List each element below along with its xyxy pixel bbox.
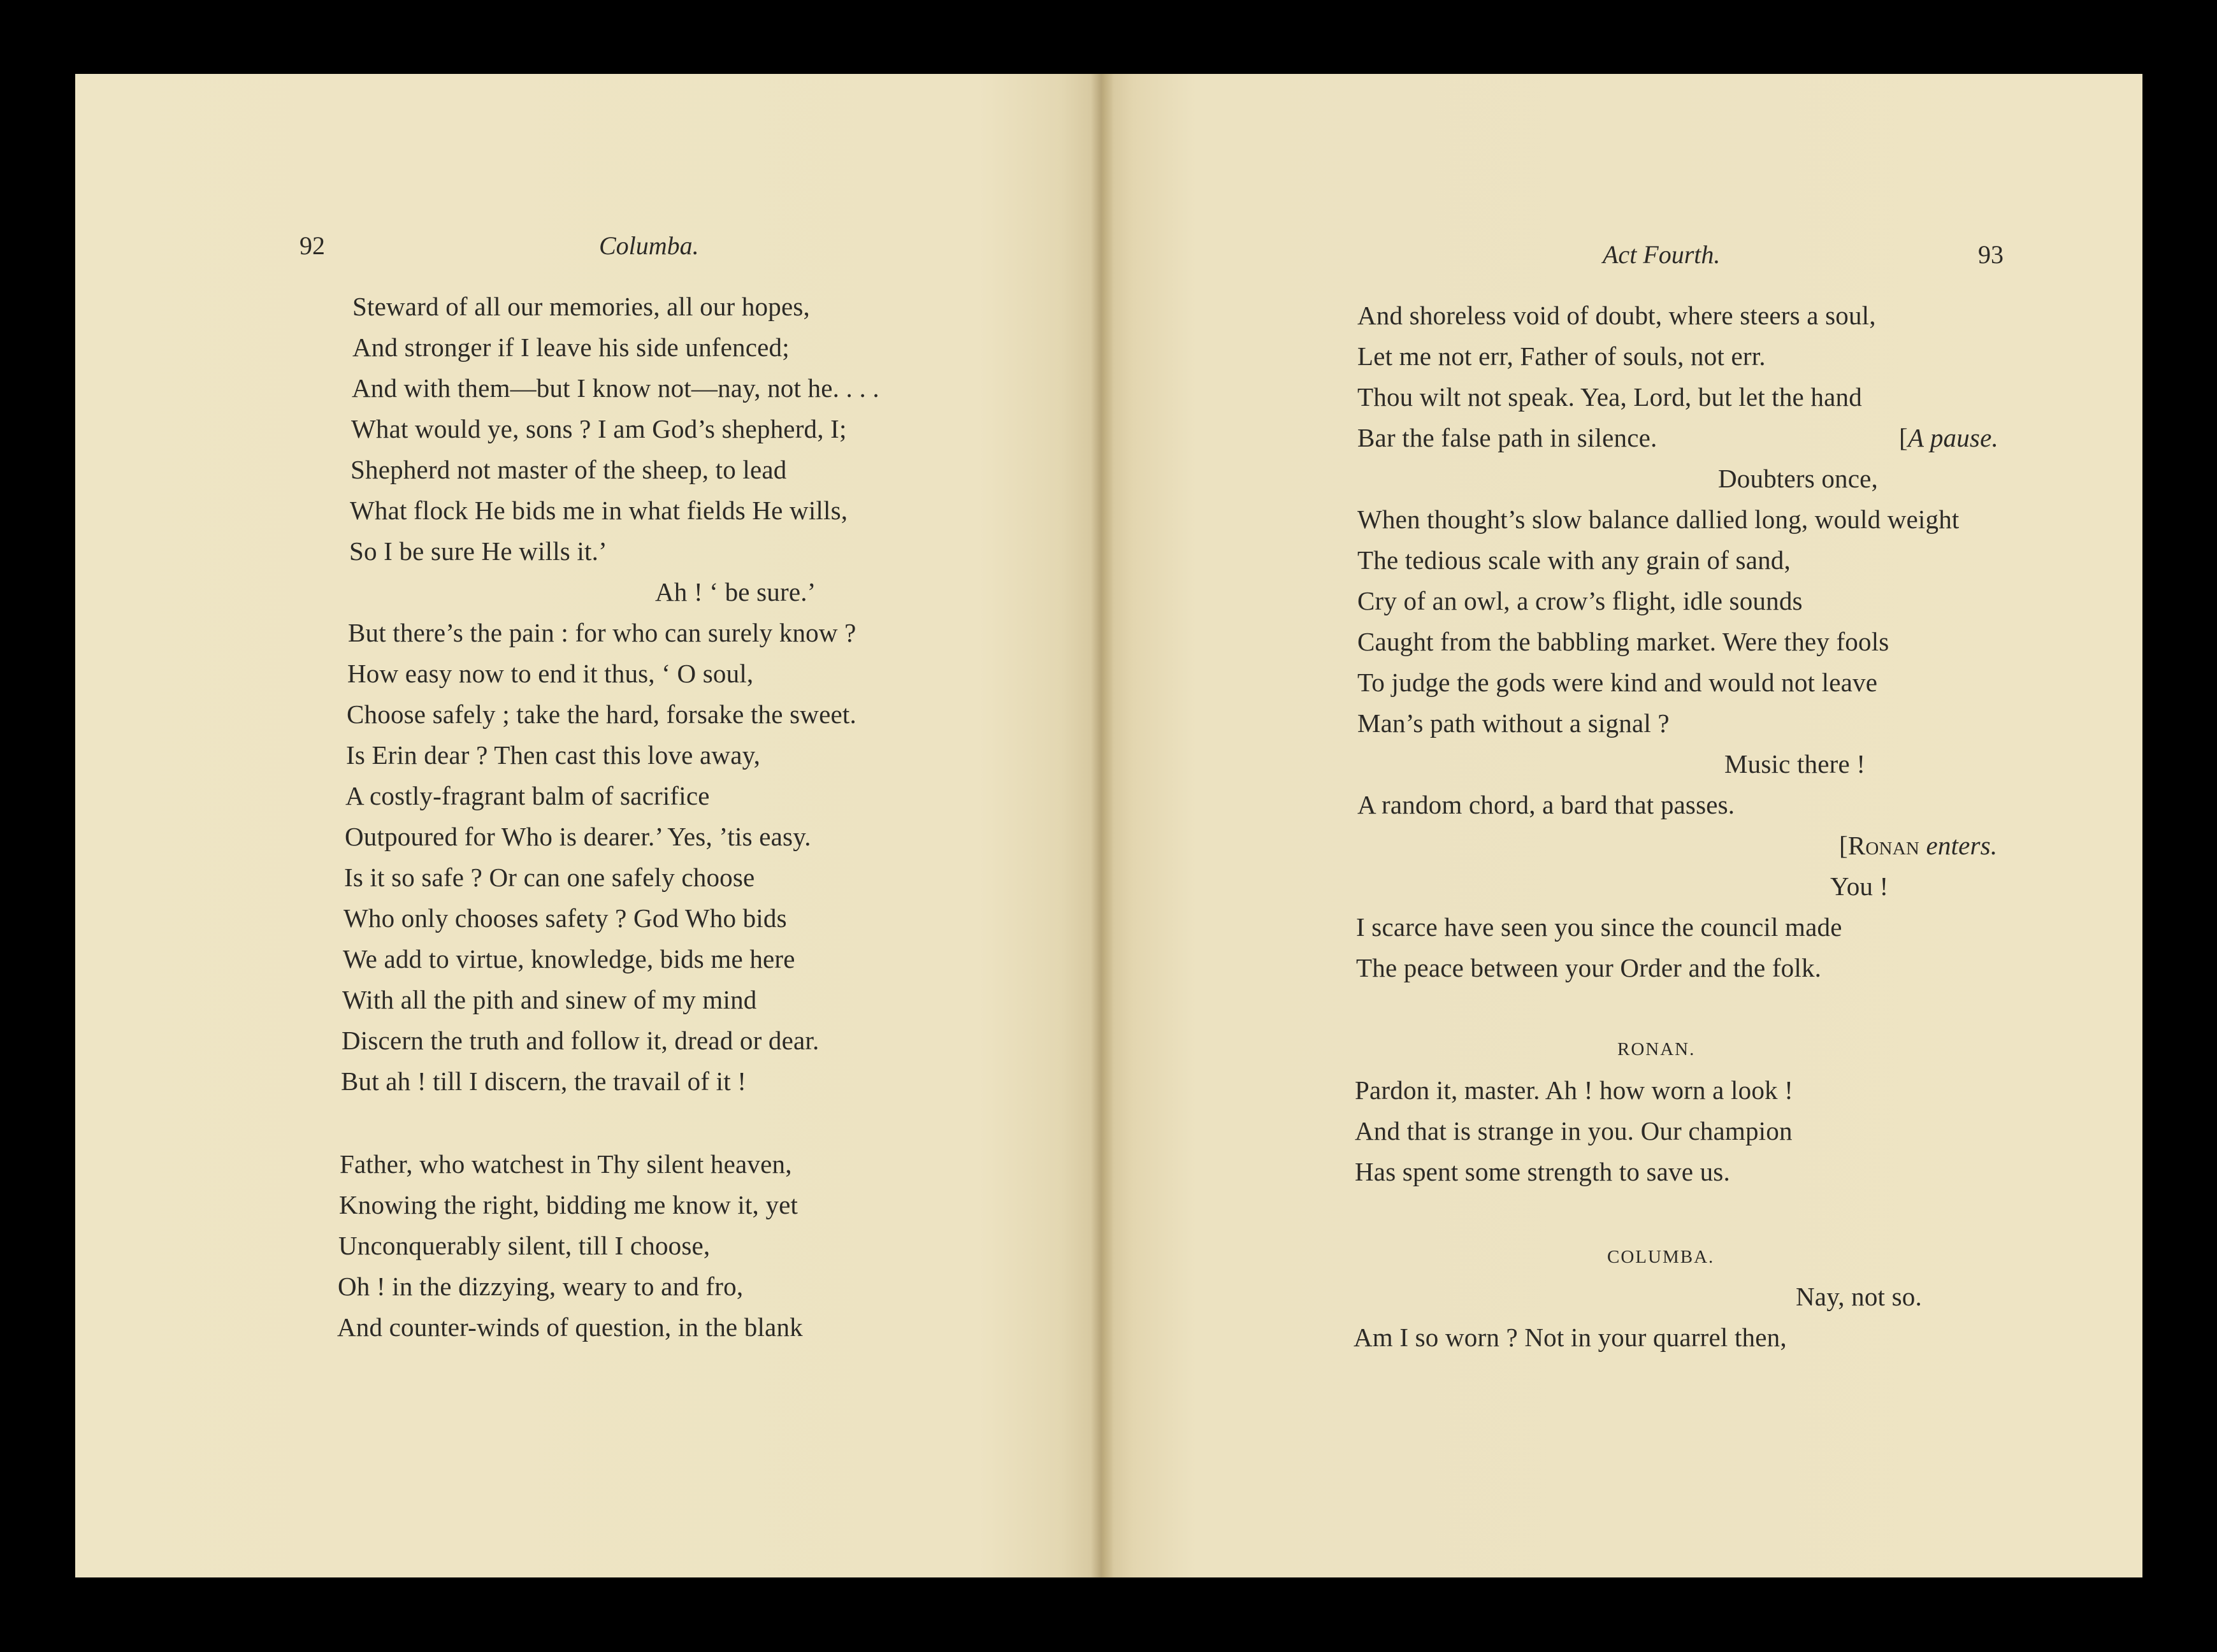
verse-line: Is it so safe ? Or can one safely choose (344, 863, 755, 892)
verse-line: And counter-winds of question, in the blank (337, 1312, 803, 1342)
verse-line: Outpoured for Who is dearer.’ Yes, ’tis easy. (345, 822, 811, 851)
verse-line: Who only chooses safety ? God Who bids (343, 903, 787, 933)
running-head: Columba. (599, 231, 699, 260)
verse-line: With all the pith and sinew of my mind (342, 985, 757, 1014)
speaker-name: COLUMBA. (1607, 1247, 1715, 1267)
page-number: 93 (1978, 240, 2004, 269)
verse-line: Bar the false path in silence. (1357, 423, 1657, 452)
verse-line: Steward of all our memories, all our hopes, (352, 292, 810, 321)
book-spread (75, 74, 2142, 1577)
verse-line: So I be sure He wills it.’ (349, 536, 607, 566)
verse-line: Is Erin dear ? Then cast this love away, (346, 740, 761, 770)
verse-line: We add to virtue, knowledge, bids me here (343, 944, 795, 973)
verse-line: How easy now to end it thus, ‘ O soul, (347, 659, 754, 688)
verse-line: Music there ! (1724, 749, 1866, 779)
verse-line: Father, who watchest in Thy silent heaven, (340, 1149, 792, 1179)
verse-line: But there’s the pain : for who can surely know ? (348, 618, 856, 647)
verse-line: Discern the truth and follow it, dread or dear. (342, 1026, 820, 1055)
verse-line: Oh ! in the dizzying, weary to and fro, (338, 1272, 744, 1301)
verse-line: The peace between your Order and the folk. (1356, 953, 1822, 982)
verse-line: But ah ! till I discern, the travail of it ! (341, 1067, 747, 1096)
verse-line: Unconquerably silent, till I choose, (338, 1231, 711, 1260)
stage-direction-pause: [A pause. (1899, 423, 1998, 452)
verse-line: Has spent some strength to save us. (1355, 1157, 1730, 1186)
verse-line: And stronger if I leave his side unfenced; (352, 333, 790, 362)
left-page (75, 74, 1102, 1577)
verse-line: Thou wilt not speak. Yea, Lord, but let the hand (1357, 382, 1862, 412)
verse-line: Pardon it, master. Ah ! how worn a look ! (1355, 1075, 1794, 1105)
speaker-name: RONAN. (1617, 1039, 1696, 1059)
verse-line: And that is strange in you. Our champion (1355, 1116, 1793, 1146)
verse-line: Cry of an owl, a crow’s flight, idle sounds (1357, 586, 1803, 615)
verse-line: I scarce have seen you since the council made (1356, 912, 1842, 942)
verse-line: What would ye, sons ? I am God’s shepherd, I; (351, 414, 847, 443)
verse-line: And shoreless void of doubt, where steers a soul, (1357, 301, 1876, 330)
verse-line: Doubters once, (1718, 464, 1879, 493)
book-gutter (1091, 74, 1114, 1577)
verse-line: Am I so worn ? Not in your quarrel then, (1354, 1323, 1787, 1352)
verse-line: Let me not err, Father of souls, not err. (1357, 341, 1766, 371)
verse-line: Knowing the right, bidding me know it, yet (339, 1190, 798, 1219)
verse-line: What flock He bids me in what fields He wills, (350, 496, 848, 525)
verse-line: And with them—but I know not—nay, not he. . . . (352, 373, 879, 403)
verse-line: You ! (1830, 872, 1889, 901)
verse-line: When thought’s slow balance dallied long, would weight (1357, 505, 1960, 534)
verse-line: Man’s path without a signal ? (1357, 708, 1670, 738)
verse-line: Ah ! ‘ be sure.’ (655, 577, 816, 607)
verse-line: Nay, not so. (1796, 1282, 1922, 1311)
verse-line: Caught from the babbling market. Were they fools (1357, 627, 1889, 656)
verse-line: Choose safely ; take the hard, forsake the sweet. (347, 700, 856, 729)
right-page (1102, 74, 2142, 1577)
verse-line: A random chord, a bard that passes. (1357, 790, 1735, 819)
page-number: 92 (300, 231, 325, 260)
verse-line: A costly-fragrant balm of sacrifice (345, 781, 710, 810)
verse-line: The tedious scale with any grain of sand, (1357, 545, 1791, 575)
stage-direction-enters: [Ronan enters. (1839, 831, 1998, 860)
running-head: Act Fourth. (1603, 240, 1721, 269)
verse-line: Shepherd not master of the sheep, to lead (350, 455, 787, 484)
verse-line: To judge the gods were kind and would not leave (1357, 668, 1878, 697)
